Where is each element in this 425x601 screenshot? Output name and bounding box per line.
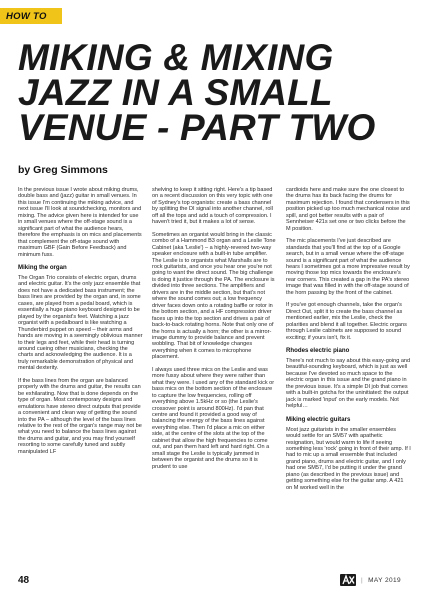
- article-column-1: [18, 187, 143, 461]
- paragraph: I always used three mics on the Leslie and was more fussy about where they were rather than what they were. I used any of the standard kick or bass mics on the bottom section of the enclosure to capture the low frequencies, rolling off everything above 1.5kHz or so (the Leslie's crossover point is around 800Hz). I'd pan that centre and found it provided a good way of balancing the energy of the bass lines against everything else. Then I'd place a mic on either side, at the centre of the slots at the top of the cabinet that allow the high frequencies to come out, and pan them hard left and hard right. On a small stage the Leslie is typically jammed in between the organist and the drums so it is prudent to use: [152, 366, 275, 470]
- page-number: 48: [18, 575, 30, 586]
- paragraph: The mic placements I've just described are standards that you'll find at the top of a Google search, but in a small venue where the off-stage sound is a significant part of what the audience hears I sometimes got a more impressive result by moving those top mics towards the enclosure's rear corners. This created a gap in the PA's stereo image that was filled in with the off-stage sound of the horn passing by the front of the cabinet.: [286, 238, 410, 296]
- article-column-2: [152, 187, 277, 476]
- subheading: Miking the organ: [18, 263, 67, 271]
- paragraph: shelving to keep it sitting right. Here's a tip based on a recent discussion on this very topic with one of Sydney's top organists: create a bass channel by splitting the DI signal into another channel, roll off all the tops and add a touch of compression. I haven't tried it, but it makes a lot of sense.: [152, 187, 273, 226]
- paragraph: Most jazz guitarists in the smaller ensembles would settle for an SM57 with apathetic resignation, but would warm to life if seeing something less 'rock' going in front of their amp. If I had to mic up a small ensemble that included grand piano, drums and electric guitar, and I only had one SM57, I'd be putting it under the grand piano (as described in the previous issue) and getting something else for the guitar amp. A 421 on M worked well in the: [286, 426, 411, 491]
- paragraph: If the bass lines from the organ are balanced properly with the drums and guitar, the results can be exhilarating. Now that is done depends on the type of organ. Most contemporary designs and emulations have stereo direct outputs that provide a convenient and clean way of getting the sound into the PA – although the level of the bass lines relative to the rest of the organ's range may not be what you need to balance the bass lines against the drums and guitar, and you may find yourself resorting to some carefully tuned and subtly manipulated LF: [18, 377, 142, 455]
- paragraph: Sometimes an organist would bring in the classic combo of a Hammond B3 organ and a Leslie Tone Cabinet (aka 'Leslie') – a highly-revered two-way speaker enclosure with a built-in tube amplifier. The Leslie is to organists what Marshalls are to rock guitarists, and once you hear one you're not going to want the direct sound. The big challenge is doing it justice through the PA. The enclosure is divided into three sections. The amplifiers and drivers are in the middle section, but that's not where the sound comes out; a low frequency driver faces down onto a rotating baffle or rotor in the bottom section, and a HF compression driver faces up into the top section and drives a pair of back-to-back rotating horns. Note that only one of the horns is actually a horn; the other is a mirror-image dummy to provide balance and prevent wobbling. That bit of knowledge changes everything when it comes to microphone placement.: [152, 231, 276, 361]
- subheading: Rhodes electric piano: [286, 346, 350, 354]
- headline-line-1: MIKING & MIXING: [18, 37, 334, 78]
- headline-line-2: JAZZ IN A SMALL: [18, 72, 333, 113]
- subheading: Miking electric guitars: [286, 415, 351, 423]
- article-column-3: [286, 187, 411, 497]
- ax-logo-icon: [340, 574, 356, 586]
- footer-brand: [340, 574, 401, 586]
- paragraph: In the previous issue I wrote about miking drums, double bass and (jazz) guitar in small venues. In this issue I'm continuing the miking advice, and next issue I'll look at soundchecking, monitors and mixing. The advice given here is intended for use in small venues where the off-stage sound is a significant part of what the audience hears, therefore the emphasis is on mics and placements that complement the off-stage sound with maximum GBF (Gain Before Feedback) and minimum fuss.: [18, 187, 142, 258]
- paragraph: cardioids here and make sure the one closest to the drums has its back facing the drums for maximum rejection. I found that condensers in this position picked up too much mechanical noise and spill, and got better results with a pair of Sennheiser 421s set one or two clicks before the M position.: [286, 187, 410, 232]
- footer-separator: |: [361, 576, 364, 584]
- issue-date: MAY 2019: [368, 576, 402, 584]
- byline: by Greg Simmons: [18, 164, 108, 176]
- paragraph: There's not much to say about this easy-going and beautiful-sounding keyboard, which is just as well because I've devoted so much space to the electric organ in this issue and the grand piano in the previous issue. It's a simple DI job that comes with a built-in gotcha for the uninitiated: the output jack is marked 'input' on the early models. Not helpful…: [286, 357, 411, 410]
- section-tag: HOW TO: [0, 8, 62, 24]
- paragraph: The Organ Trio consists of electric organ, drums and electric guitar. It's the only jazz ensemble that does not have a dedicated bass instrument; the bass lines are provided by the organ and, in some cases, are played from a pedal board, which is essentially a huge piano keyboard designed to be played by the organist's feet. Watching a jazz organist with a pedalboard is like watching a Thunderbird puppet on speed – their arms and hands are moving in a seemingly oblivious manner to their legs and feet, while their head is turning around cueing other musicians, checking the charts and acknowledging the audience. It is a truly remarkable demonstration of physical and mental dexterity.: [18, 274, 143, 372]
- headline: [18, 37, 410, 148]
- headline-line-3: VENUE - PART TWO: [18, 107, 376, 148]
- paragraph: If you've got enough channels, take the organ's Direct Out, split it to create the bass channel as mentioned earlier, mix the Leslie, check the polarities and blend it all together. Electric organs through Leslie cabinets are supposed to sound exciting; if yours isn't, fix it.: [286, 302, 407, 341]
